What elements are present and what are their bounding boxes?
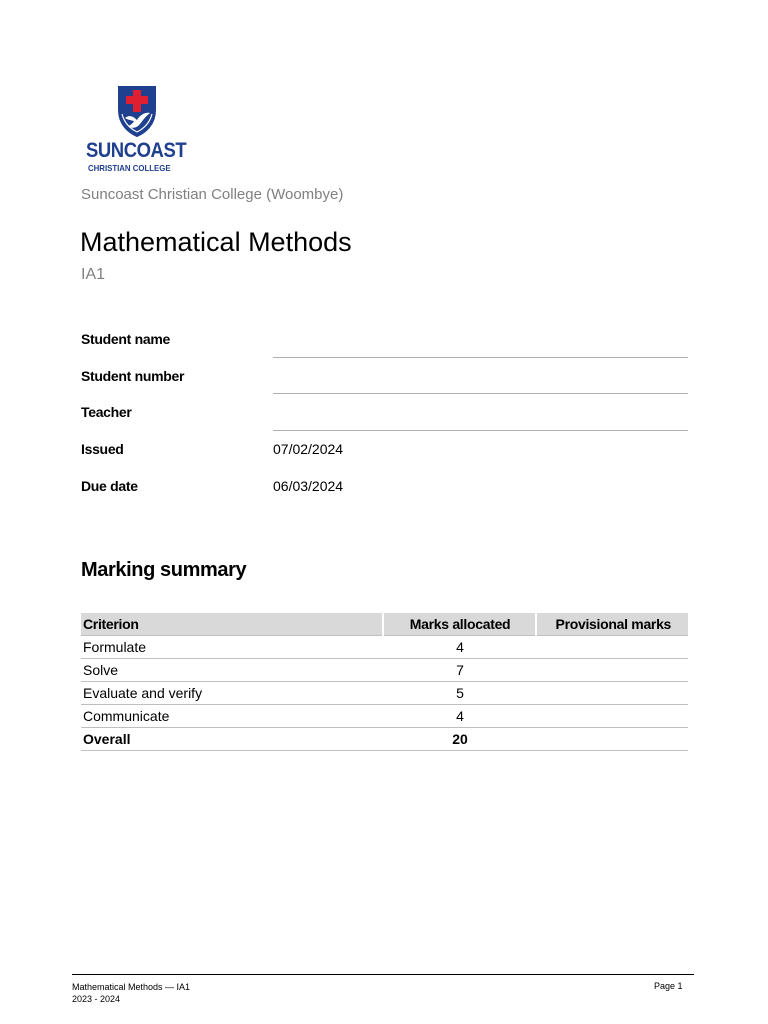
student-number-line: [273, 393, 688, 394]
table-row: [81, 659, 688, 682]
teacher-line: [273, 430, 688, 431]
provisional-cell[interactable]: [536, 682, 688, 705]
teacher-label: Teacher: [81, 404, 132, 420]
criterion-cell: Solve: [81, 659, 383, 682]
allocated-cell: 7: [383, 659, 536, 682]
assessment-code: IA1: [81, 266, 106, 283]
criterion-header: Criterion: [81, 613, 383, 636]
footer-subject: Mathematical Methods — IA1: [72, 982, 191, 992]
table-row: [81, 705, 688, 728]
shield-cross-dove-icon: [116, 84, 158, 138]
provisional-marks-header: Provisional marks: [536, 613, 688, 636]
criterion-cell: Overall: [81, 728, 383, 751]
criterion-cell: Evaluate and verify: [81, 682, 383, 705]
criterion-cell: Communicate: [81, 705, 383, 728]
allocated-cell: 4: [383, 705, 536, 728]
provisional-cell[interactable]: [536, 659, 688, 682]
issued-label: Issued: [81, 441, 124, 457]
footer-year: 2023 - 2024: [72, 994, 121, 1004]
provisional-cell[interactable]: [536, 728, 688, 751]
issued-value: 07/02/2024: [273, 441, 344, 457]
page-number: Page 1: [654, 981, 683, 991]
college-logo: [86, 84, 188, 176]
logo-subtitle: CHRISTIAN COLLEGE: [88, 163, 171, 173]
provisional-cell[interactable]: [536, 705, 688, 728]
allocated-cell: 4: [383, 636, 536, 659]
logo-name: SUNCOAST: [86, 139, 187, 162]
student-name-line: [273, 357, 688, 358]
footer-divider: [72, 974, 694, 975]
due-date-value: 06/03/2024: [273, 478, 344, 494]
marking-summary-table: [81, 613, 688, 751]
marking-summary-title: Marking summary: [81, 559, 247, 581]
due-date-label: Due date: [81, 478, 138, 494]
student-name-label: Student name: [81, 331, 170, 347]
provisional-cell[interactable]: [536, 636, 688, 659]
allocated-cell: 5: [383, 682, 536, 705]
allocated-cell: 20: [383, 728, 536, 751]
table-row: [81, 636, 688, 659]
criterion-cell: Formulate: [81, 636, 383, 659]
student-number-label: Student number: [81, 368, 185, 384]
table-row: [81, 682, 688, 705]
marks-allocated-header: Marks allocated: [383, 613, 536, 636]
table-header-row: [81, 613, 688, 636]
table-row-overall: [81, 728, 688, 751]
page-title: Mathematical Methods: [80, 227, 352, 257]
school-name: Suncoast Christian College (Woombye): [81, 186, 344, 203]
footer-info: [72, 981, 190, 1005]
